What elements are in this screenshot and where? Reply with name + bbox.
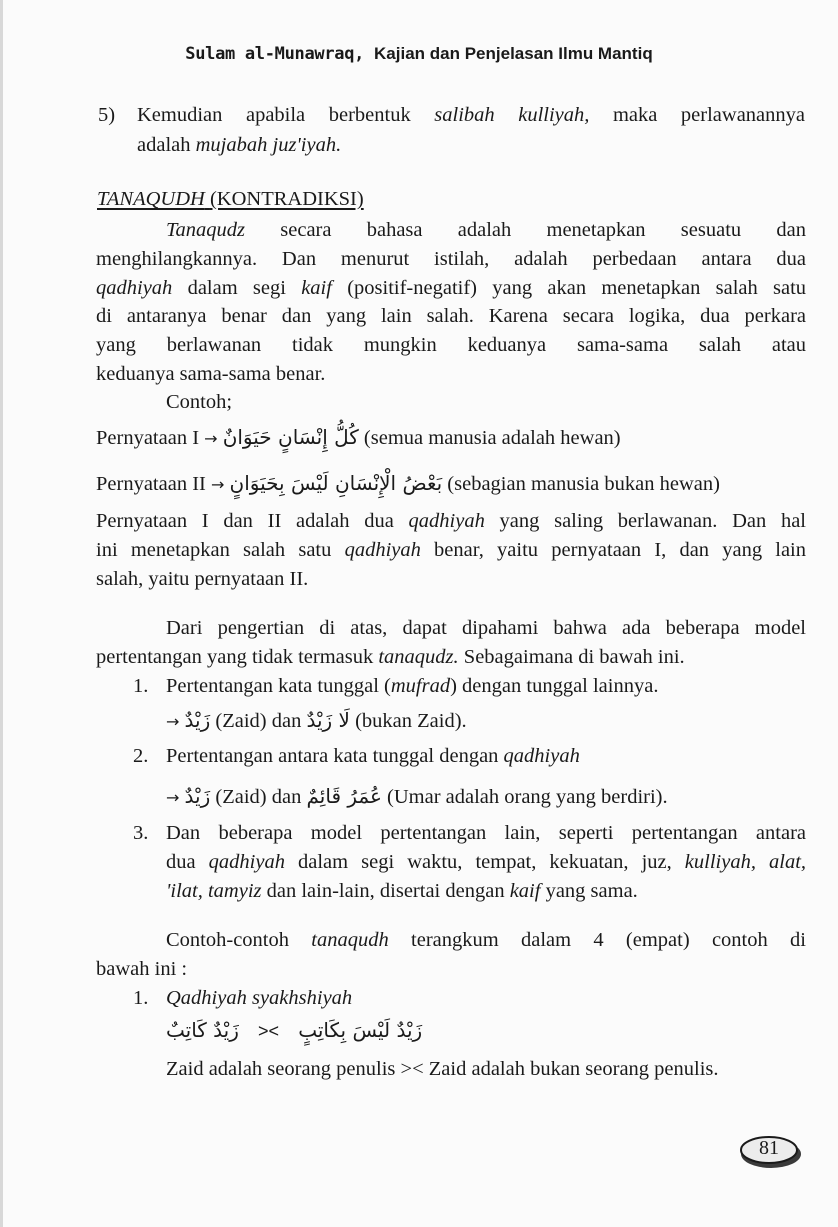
- para2-line2: ini menetapkan salah satu qadhiyah benar, yaitu pernyataan I, dan yang lain: [96, 539, 807, 561]
- list-item-3-line3: 'ilat, tamyiz dan lain-lain, disertai dengan kaif yang sama.: [166, 880, 638, 902]
- statement-2: [96, 469, 720, 499]
- section-heading: TANAQUDH (KONTRADIKSI): [97, 188, 364, 210]
- para3-line1: Dari pengertian di atas, dapat dipahami bahwa ada beberapa model: [166, 617, 806, 639]
- list-item-2-text: Pertentangan antara kata tunggal dengan qadhiyah: [166, 745, 580, 767]
- statement-2-arabic: بَعْضُ الْإِنْسَانِ لَيْسَ بِحَيَوَانٍ: [229, 471, 443, 495]
- statement-2-gloss: (sebagian manusia bukan hewan): [447, 473, 720, 495]
- page-number: 81: [759, 1137, 779, 1159]
- example-1-arabic: زَيْدٌ كَاتِبٌ >< زَيْدٌ لَيْسَ بِكَاتِبٍ: [166, 1018, 423, 1042]
- page-number-badge: [738, 1131, 804, 1171]
- header-title-part1: Sulam al-Munawraq,: [185, 44, 365, 64]
- arrow-icon: →: [210, 475, 225, 494]
- arrow-icon: →: [166, 712, 180, 731]
- page-edge: [0, 0, 3, 1227]
- list-item-1-number: 1.: [133, 675, 149, 697]
- list-item-1-example: → زَيْدٌ (Zaid) dan لَا زَيْدٌ (bukan Zaid).: [166, 708, 467, 732]
- list-item-2-example: → زَيْدٌ (Zaid) dan عُمَرُ قَائِمٌ (Umar adalah orang yang berdiri).: [166, 784, 668, 808]
- para1-line3: qadhiyah dalam segi kaif (positif-negatif) yang akan menetapkan salah satu: [96, 277, 807, 299]
- para3-line2: pertentangan yang tidak termasuk tanaqudz. Sebagaimana di bawah ini.: [96, 646, 685, 668]
- para2-line1: Pernyataan I dan II adalah dua qadhiyah yang saling berlawanan. Dan hal: [96, 510, 807, 532]
- running-header: [0, 44, 838, 64]
- list-item-3-number: 3.: [133, 822, 149, 844]
- para1-line4: di antaranya benar dan yang lain salah. Karena secara logika, dua perkara: [96, 305, 806, 327]
- list-item-3-line2: dua qadhiyah dalam segi waktu, tempat, kekuatan, juz, kulliyah, alat,: [166, 851, 807, 873]
- item-5-line1: Kemudian apabila berbentuk salibah kulliyah, maka perlawanannya: [137, 104, 806, 126]
- para1-line2: menghilangkannya. Dan menurut istilah, adalah perbedaan antara dua: [96, 248, 806, 270]
- list-item-2-number: 2.: [133, 745, 149, 767]
- statement-2-label: Pernyataan II: [96, 473, 206, 495]
- para4-line2: bawah ini :: [96, 958, 188, 980]
- para1-line5: yang berlawanan tidak mungkin keduanya sama-sama salah atau: [96, 334, 806, 356]
- statement-1-arabic: كُلُّ إِنْسَانٍ حَيَوَانٌ: [222, 425, 359, 449]
- statement-1: [96, 423, 621, 453]
- para1-line1: Tanaqudz secara bahasa adalah menetapkan sesuatu dan: [166, 219, 807, 241]
- item-5-number: 5): [98, 104, 116, 126]
- para2-line3: salah, yaitu pernyataan II.: [96, 568, 309, 590]
- example-1-translation: Zaid adalah seorang penulis >< Zaid adalah bukan seorang penulis.: [166, 1058, 719, 1080]
- header-title-part2: Kajian dan Penjelasan Ilmu Mantiq: [374, 44, 653, 63]
- list-item-3-line1: Dan beberapa model pertentangan lain, seperti pertentangan antara: [166, 822, 806, 844]
- item-5-line2: adalah mujabah juz'iyah.: [137, 134, 342, 156]
- contoh-label: Contoh;: [166, 391, 233, 413]
- arrow-icon: →: [166, 788, 180, 807]
- para4-line1: Contoh-contoh tanaqudh terangkum dalam 4 (empat) contoh di: [166, 929, 806, 951]
- arrow-icon: →: [204, 429, 218, 448]
- example-1-number: 1.: [133, 987, 149, 1009]
- example-1-title: Qadhiyah syakhshiyah: [166, 987, 353, 1009]
- statement-1-label: Pernyataan I: [96, 427, 200, 449]
- list-item-1-text: Pertentangan kata tunggal (mufrad) dengan tunggal lainnya.: [166, 675, 659, 697]
- statement-1-gloss: (semua manusia adalah hewan): [363, 427, 621, 449]
- para1-line6: keduanya sama-sama benar.: [96, 363, 326, 385]
